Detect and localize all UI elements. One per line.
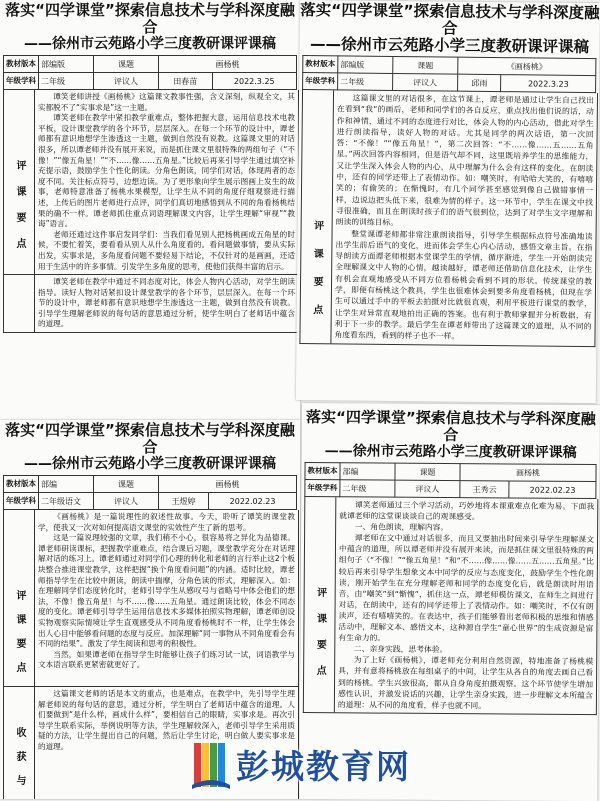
gains-label: [4, 687, 35, 799]
review-paragraph: 这篇课文老师的话是本文的重点，也是难点，在教学中，先引导学生理解老师说的每句话的意思，通过分析，学生明白了老师话中蕴含的道理。人们要做到“是什么样，画成什么样”，要相信自己的眼睛，实事求是。再次引导学生联系实际，举例说明等方法，学生理解较深入，老师引导学生采用质疑的方法，让学生提出自己的问题，然后让学生讨论，明白做人要实事求是的道理。: [38, 689, 295, 751]
date-value: 2022.3.25: [212, 73, 296, 90]
review-content: [35, 510, 298, 686]
reviewer-label: 评议人: [94, 73, 159, 90]
review-paragraph: 二、亲身实践，思考体验。: [353, 644, 448, 655]
points-label-text: 评课要点: [313, 587, 326, 692]
grade-value: 二年级: [340, 480, 395, 497]
topic-value: 画杨桃: [460, 464, 596, 482]
meta-table: [304, 462, 596, 499]
doc-title: 落实“四学课堂”探索信息技术与学科深度融合: [305, 408, 596, 445]
meta-table: [3, 55, 297, 90]
doc-subtitle: ——徐州市云苑路小学三度教研课评课稿: [324, 443, 577, 461]
points-label: [4, 510, 35, 686]
review-paragraph: 整堂课谭老师都非常注重朗读指导，引导学生根据标点符号准确地读出学生前后语气的变化，进而体会学生心内心活动，感悟文章主旨。在指导朗读方面谭老师根据本堂课学生的学情，循序渐进，学生一开始朗读完全理解课文中人物的心情，越读越好，谭老师还借助信息化技术，让学生有机会直观地感受从不同方位看杨桃会看到不同的形状。传统课堂的教学，即便有杨桃这个教具，学生也很难体会到要多角度看杨桃，但现在学生可以通过手中的平板去拍摄对比就很直观，利用平板进行课堂的教学，让学生对异常直观地拍出正确的答案。也有利于教师掌握并分析数据，有利于下一步的教学。最后学生在谭老师带出了这篇课文的道理，从不同的角度看东西，看到的样子也不一样。: [334, 229, 593, 341]
points-label-text: 评课要点: [14, 590, 25, 686]
edition-value: 部编版: [39, 56, 94, 73]
gains-label-text: 收获与: [14, 727, 25, 799]
review-body: [303, 497, 598, 715]
doc-title: 落实“四学课堂”探索信息技术与学科深度融合: [5, 421, 295, 456]
review-paragraph: 为了上好《画杨桃》，谭老师充分利用自然资源，特地准备了杨桃模具，并有意将杨桃放在每组桌子的中间，让学生从各自的角度去画自己看到的杨桃。学生兴致很高，都从自身角度拍摄观察。这个环节使学生增加感性认识，并激发说话的兴趣，让学生亲身实践，进一步理解文本所蕴含的道理：从不同的角度看，样子也就不同。: [337, 655, 594, 710]
doc-title: 落实“四学课堂”探索信息技术与学科深度融合: [5, 1, 295, 36]
points-label: [300, 90, 334, 343]
review-sheet-2: [296, 0, 600, 403]
grade-label: 年级学科: [303, 73, 338, 90]
section2-side: [4, 275, 35, 332]
review-body: [3, 90, 299, 275]
review-content: [335, 497, 597, 714]
points-label: [304, 497, 336, 712]
review-paragraph: 谭笑老师通过三个学习活动，巧妙地将本课重难点化难为易。下面我就谭老师的这堂课谈谈自己的观课感受。: [339, 500, 595, 522]
topic-value: 画杨桃: [159, 476, 297, 493]
edition-value: 部编: [340, 463, 395, 480]
doc-subtitle: ——徐州市云苑路小学三度教研课评课稿: [24, 456, 276, 472]
doc-title: 落实“四学课堂”探索信息技术与学科深度融合: [300, 1, 600, 38]
date-value: 2022.02.23: [509, 481, 596, 499]
review-paragraph: 谭老师在文中通过对话很多，而且又要抽出时间来引导学生理解课文中蕴含的道理，所以谭老师并没有展开来读，而是抓住课文里很特殊的两组句子（“不像！”“像五角星！”和“不……像……像……五……五角星。”比较后再来引导学生想象文本中同学的反应与态度变化，鼓励学生个性化朗读，刚开始学生在充分理解老师和同学的态度变化后，就是朗读时用语音，由“嘲笑”到“惭愧”，抓住这一点，谭老师模仿课文，在师生之间进行对话，在朗读中，还有的同学还带上了表情动作。如：嘲笑时，不仅有朗读声，还有嘻嘻笑的。在表达中，孩子们能够看出老师积极的思维和情感活动中，理解文本、感悟文本，这种源自学生“童心世界”的生成资源是富有生命力的。: [338, 533, 595, 643]
grade-value: 二年级语文: [39, 493, 94, 510]
reviewer-label: 评议人: [395, 480, 460, 497]
review-paragraph: 谭笑老师在教学中紧扣教学重难点，整体把握大意，运用信息技术电教平板，设计课堂教学的各个环节，层层深入。在每一个环节的设计中，谭老师都有意识地想学生渗透这一主题，做到自然没有说教。这篇课文里的对话很多，所以谭老师并没有展开来说，而是抓住课文里很特殊的两组句子（“不像！”“像五角星！”“不……像……五角星。”比较后再来引导学生通过填空补充提示语，鼓励学生个性化朗读。分角色朗读，同学们对话，体现两者的态度不同。关注标点符号，边想边读。为了更形象向学生展示图画上发生的故事，老师特意准备了杨桃水果模型，让学生从不同的角度仔细观察进行描述，上传后的图片老师进行点评，同学们真切地感悟到从不同的角看杨桃结果的确不一样。谭老师抓住重点词语理解课文内容，让学生理解“审视”“教诲”语言。: [38, 113, 295, 229]
review-paragraph: 谭笑老师讲授《画杨桃》这篇课文教事性强，含义深刻，纵观全文，其实都脱不了“实事求是”这一主题。: [38, 92, 295, 112]
doc-subtitle: ——徐州市云苑路小学三度教研课评课稿: [24, 36, 276, 52]
date-value: 2022.3.23: [501, 75, 596, 93]
textbook-label: 教材版本: [303, 56, 338, 73]
edition-value: 部编: [39, 476, 94, 493]
points-label-text: 评课要点: [310, 220, 323, 333]
grade-label: 年级学科: [4, 73, 39, 90]
meta-table: [302, 55, 596, 93]
textbook-label: 教材版本: [4, 476, 39, 493]
textbook-label: 教材版本: [305, 463, 340, 480]
review-body: [3, 510, 299, 687]
review-paragraph: 一、角色朗读，理解内容。: [354, 522, 449, 533]
review-content: [331, 90, 597, 345]
topic-value: 《画杨桃》: [458, 57, 596, 75]
review-paragraph: 谭笑老师在教学中通过不同态度对比，体会人物内心活动，对学生朗读指导。读好人物对话紧扣设计课堂教学的各个环节，层层深入。在每一个环节的设计中，谭老师都有意识地想学生渗透这一主题，做到自然没有说教。引导学生理解老师说的每句话的意思通过分析，使学生明白了老师话中蕴含的道理。: [38, 277, 295, 329]
grade-label: 年级学科: [305, 480, 340, 497]
reviewer-value: 王秀云: [460, 481, 510, 498]
review-paragraph: 当然，如果谭老师在指导学生时能够让孩子们练习试一试，词语教学与文本语言联系更紧密就更好了。: [38, 649, 295, 670]
review-content: [35, 90, 298, 274]
points-label-text: 评课要点: [14, 160, 25, 264]
book-logo-icon: [190, 739, 232, 791]
review-paragraph: 这篇课文里的对话很多，在这节课上，谭老师是通过让学生自己找出在看到“我”的画后，老师和同学们的各自反应，重点找出他们说的话，动作和神情，通过不同的态度进行对比，体会人物的内心活动，借此对学生进行朗读指导，读好人物的对话。尤其是同学的两次话语，第一次回答：“不像！”“像五角星！”，第二次回答：“不……像……五……五角星。”两次回答内容相同，但是语气却不同，这里既培养学生的思维能力，又让学生深入体会人物的内心，从中理解为什么会有这样的变化。在朗读中，还有的同学还带上了表情动作。如：嘲笑时，有哈哈大笑的，有嘻嘻笑的；有偷笑的；在惭愧时，有几个同学甚至感觉到像自己做错事情一样，边说边把头低下来，很难为情的样子。这一环节中，学生在课文中找寻很准确，而且在朗读时孩子们的语气很到位，达到了对学生文字理解和朗读的训练目标。: [335, 93, 595, 228]
meta-table: [3, 475, 297, 510]
grade-value: 二年级: [338, 73, 393, 91]
site-name: 彭城教育网: [236, 747, 411, 786]
site-watermark-logo: [190, 730, 600, 799]
reviewer-value: 田春苗: [159, 73, 213, 90]
review-paragraph: 这是一篇说理较强的文章，我们稍不小心，很容易将之异化为品德课。谭老师研读课标，把握教学重难点，结合课后习题，课堂教学充分在对话理解对话的练习上。谭老师通过对同学们心理的转化和老师的言行举止这2个板块整合推进课堂教学，这样把握“换个角度看问题”的内涵。适时比较，谭老师指导学生在比较中朗读，朗读中揣摩，分角色读的形式，理解深入。如：在理解同学们态度转化时，老师引导学生从感叹号与省略号中体会他们的想法，不像！像五角星！与不……像……五角星。通过朗读比较，体会不同态度的变化。谭老师引导学生运用信息技术多媒体拍照实物理解，谭老师创设实物观察实际情境让学生直观感受从不同角度看杨桃时不一样，让学生体会出人心目中能够看问题的态度与反应。加深理解“同一事物从不同角度看会有不同的结果”。激发了学生阅读和思考的积极性。: [38, 533, 295, 649]
grade-value: 二年级: [39, 73, 94, 90]
review-paragraph: 老师还通过这件事启发同学们：当我们看见别人把杨桃画成五角星的时候，不要忙着笑，要看看从别人从什么角度看的。看问题做事情，要从实际出发，实事求是，多角度看问题不要轻易下结论，不仅针对的是画画，还适用于生活中的许多事情。引发学生多角度的思考，使他们获得丰富的启示。: [38, 229, 295, 271]
topic-value: 画杨桃: [159, 56, 297, 73]
review-content-2: [35, 275, 298, 332]
review-body: [299, 90, 598, 347]
topic-label: 课题: [94, 56, 159, 73]
topic-label: 课题: [395, 463, 460, 480]
reviewer-value: 邱雨: [458, 74, 502, 91]
review-body-2: [3, 275, 299, 333]
points-label: [4, 90, 35, 274]
edition-value: 部编版: [338, 56, 393, 74]
textbook-label: 教材版本: [4, 56, 39, 73]
reviewer-label: 评议人: [393, 73, 458, 91]
doc-subtitle: ——徐州市云苑路小学三度教研课评课稿: [309, 35, 590, 57]
topic-label: 课题: [393, 56, 458, 74]
review-paragraph: 《画杨桃》是一篇说理性的叙述性故事。今天，聆听了谭笑的课堂教学，使我又一次对如何提高语文课堂的实效性产生了新的思考。: [38, 512, 295, 532]
date-value: 2022.02.23: [209, 493, 297, 510]
topic-label: 课题: [94, 476, 159, 493]
reviewer-value: 王煜婷: [159, 493, 209, 510]
reviewer-label: 评议人: [94, 493, 159, 510]
review-sheet-1: [0, 0, 300, 420]
grade-label: 年级学科: [4, 493, 39, 510]
